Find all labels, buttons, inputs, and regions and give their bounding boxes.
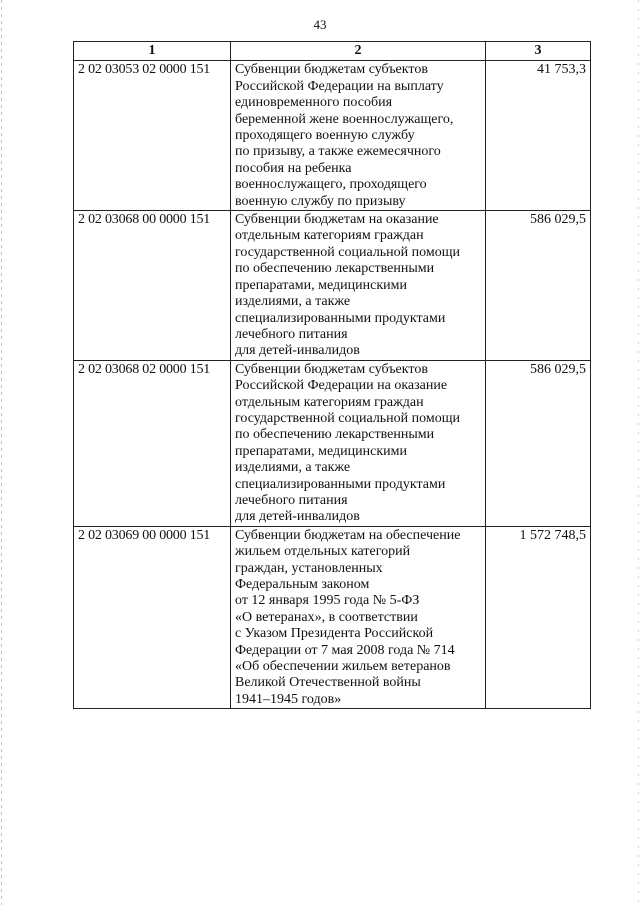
description-line: Российской Федерации на выплату <box>235 78 444 94</box>
budget-table <box>73 41 591 709</box>
description-line: государственной социальной помощи <box>235 244 461 260</box>
description-line: лечебного питания <box>235 492 348 508</box>
table-row <box>74 526 591 708</box>
description-line: отдельным категориям граждан <box>235 394 424 410</box>
amount-cell: 586 029,5 <box>486 211 591 361</box>
amount-cell: 41 753,3 <box>486 61 591 211</box>
description-line: пособия на ребенка <box>235 160 352 176</box>
table-row <box>74 211 591 361</box>
description-line: лечебного питания <box>235 326 348 342</box>
header-row <box>74 42 591 61</box>
description-line: специализированными продуктами <box>235 310 446 326</box>
budget-code-cell: 2 02 03068 02 0000 151 <box>74 360 231 526</box>
table-row <box>74 360 591 526</box>
description-line: для детей-инвалидов <box>235 509 360 525</box>
description-line: Российской Федерации на оказание <box>235 378 448 394</box>
budget-code-cell: 2 02 03068 00 0000 151 <box>74 211 231 361</box>
description-line: специализированными продуктами <box>235 476 446 492</box>
description-line: Субвенции бюджетам на оказание <box>235 212 439 228</box>
page-number: 43 <box>313 17 327 32</box>
description-line: единовременного пособия <box>235 95 393 111</box>
description-line: с Указом Президента Российской <box>235 626 434 642</box>
table-body <box>74 61 591 709</box>
description-cell <box>231 360 486 526</box>
description-line: Федерации от 7 мая 2008 года № 714 <box>235 642 455 658</box>
description-line: «О ветеранах», в соответствии <box>235 609 418 625</box>
description-line: беременной жене военнослужащего, <box>235 111 454 127</box>
description-cell <box>231 211 486 361</box>
description-line: государственной социальной помощи <box>235 410 461 426</box>
column-header-description: 2 <box>231 42 486 61</box>
description-cell <box>231 526 486 708</box>
table-header <box>74 42 591 61</box>
description-line: по обеспечению лекарственными <box>235 427 435 443</box>
description-line: военную службу по призыву <box>235 193 406 209</box>
description-line: по призыву, а также ежемесячного <box>235 144 441 160</box>
table-row <box>74 61 591 211</box>
description-line: от 12 января 1995 года № 5-ФЗ <box>235 593 420 609</box>
budget-code-cell: 2 02 03053 02 0000 151 <box>74 61 231 211</box>
description-cell <box>231 61 486 211</box>
scan-edge-right <box>638 0 639 905</box>
amount-cell: 1 572 748,5 <box>486 526 591 708</box>
scan-edge-left <box>1 0 2 905</box>
column-header-amount: 3 <box>486 42 591 61</box>
budget-code-cell: 2 02 03069 00 0000 151 <box>74 526 231 708</box>
description-line: Великой Отечественной войны <box>235 675 421 691</box>
amount-cell: 586 029,5 <box>486 360 591 526</box>
description-line: проходящего военную службу <box>235 128 415 144</box>
description-line: жильем отдельных категорий <box>235 544 411 560</box>
column-header-code: 1 <box>74 42 231 61</box>
description-line: 1941–1945 годов» <box>235 691 342 707</box>
description-line: изделиями, а также <box>235 294 351 310</box>
description-line: Субвенции бюджетам субъектов <box>235 62 428 78</box>
description-line: для детей-инвалидов <box>235 343 360 359</box>
description-line: по обеспечению лекарственными <box>235 261 435 277</box>
description-line: отдельным категориям граждан <box>235 228 424 244</box>
description-line: Федеральным законом <box>235 577 370 592</box>
description-line: Субвенции бюджетам на обеспечение <box>235 527 461 543</box>
description-line: военнослужащего, проходящего <box>235 177 427 193</box>
description-line: изделиями, а также <box>235 460 351 476</box>
description-line: препаратами, медицинскими <box>235 443 407 459</box>
description-line: препаратами, медицинскими <box>235 277 407 293</box>
description-line: граждан, установленных <box>235 560 383 576</box>
description-line: «Об обеспечении жильем ветеранов <box>235 659 451 675</box>
description-line: Субвенции бюджетам субъектов <box>235 361 428 377</box>
